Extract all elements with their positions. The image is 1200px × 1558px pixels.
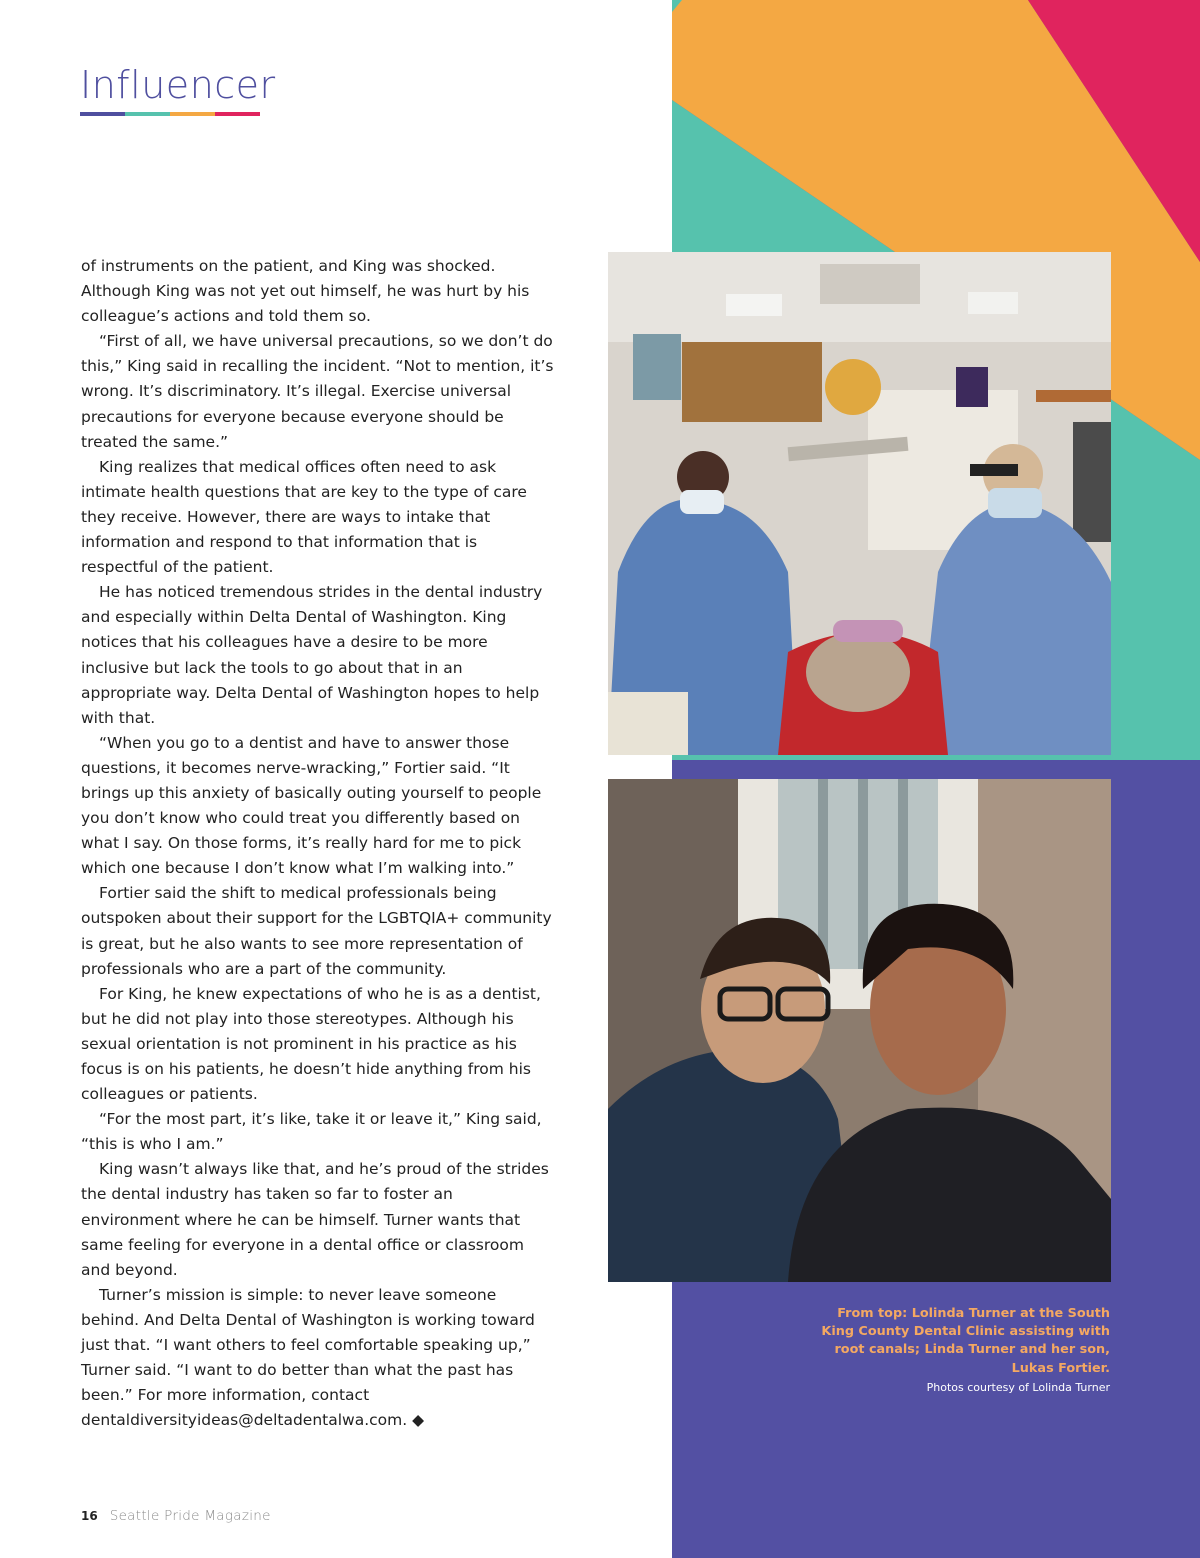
article-paragraph: “When you go to a dentist and have to answer those questions, it becomes nerve-wracking,” Fortier said. “It brings up this anxiety of basically outing yourself to people you don’t know who could treat you differently based on what I say. On those forms, it’s really hard for me to pick which one because I don’t know what I’m walking into.”: [81, 733, 542, 878]
rule-segment-orange: [170, 112, 215, 116]
article-paragraph: “For the most part, it’s like, take it or leave it,” King said, “this is who I am.”: [81, 1110, 542, 1154]
title-underline: [80, 112, 260, 116]
rule-segment-magenta: [215, 112, 260, 116]
section-header: [80, 62, 276, 116]
dental-clinic-photo: [608, 252, 1111, 755]
magazine-name: Seattle Pride Magazine: [109, 1508, 271, 1524]
photo-credit: Photos courtesy of Lolinda Turner: [926, 1380, 1110, 1394]
article-paragraph: He has noticed tremendous strides in the dental industry and especially within Delta Dental of Washington. King notices that his colleagues have a desire to be more inclusive but lack the tools to go about that in an appropriate way. Delta Dental of Washington hopes to help with that.: [81, 583, 543, 727]
article-paragraph: of instruments on the patient, and King was shocked. Although King was not yet out himself, he was hurt by his colleague’s actions and told them so.: [81, 257, 530, 326]
article-paragraph: King wasn’t always like that, and he’s proud of the strides the dental industry has taken so far to foster an environment where he can be himself. Turner wants that same feeling for everyone in a dental office or classroom and beyond.: [81, 1160, 549, 1279]
section-title: Influencer: [80, 63, 276, 107]
page-number: 16: [81, 1509, 98, 1523]
selfie-photo: [608, 779, 1111, 1282]
article-paragraph: For King, he knew expectations of who he is as a dentist, but he did not play into those stereotypes. Although his sexual orientation is not prominent in his practice as his focus is on his patients, he doesn’t hide anything from his colleagues or patients.: [81, 984, 541, 1104]
article-paragraph: Fortier said the shift to medical professionals being outspoken about their support for the LGBTQIA+ community is great, but he also wants to see more representation of professionals who are a part of the community.: [81, 884, 552, 978]
article-body: [81, 254, 555, 1433]
article-paragraph: “First of all, we have universal precautions, so we don’t do this,” King said in recalling the incident. “Not to mention, it’s wrong. It’s discriminatory. It’s illegal. Exercise universal precautions for everyone because everyone should be treated the same.”: [81, 332, 554, 451]
rule-segment-teal: [125, 112, 170, 116]
rule-segment-purple: [80, 112, 125, 116]
photo-caption: [820, 1305, 1110, 1397]
article-paragraph: King realizes that medical offices often need to ask intimate health questions that are key to the type of care they receive. However, there are ways to intake that information and respond to that information that is respectful of the patient.: [81, 457, 527, 577]
article-paragraph: Turner’s mission is simple: to never leave someone behind. And Delta Dental of Washington is working toward just that. “I want others to feel comfortable speaking up,” Turner said. “I want to do better than what the past has been.” For more information, contact dentaldiversityideas@deltadentalwa.com. ◆: [81, 1285, 535, 1430]
page-footer: [81, 1508, 271, 1524]
caption-text: From top: Lolinda Turner at the South King County Dental Clinic assisting with root canals; Linda Turner and her son, Lukas Fortier.: [821, 1306, 1110, 1376]
